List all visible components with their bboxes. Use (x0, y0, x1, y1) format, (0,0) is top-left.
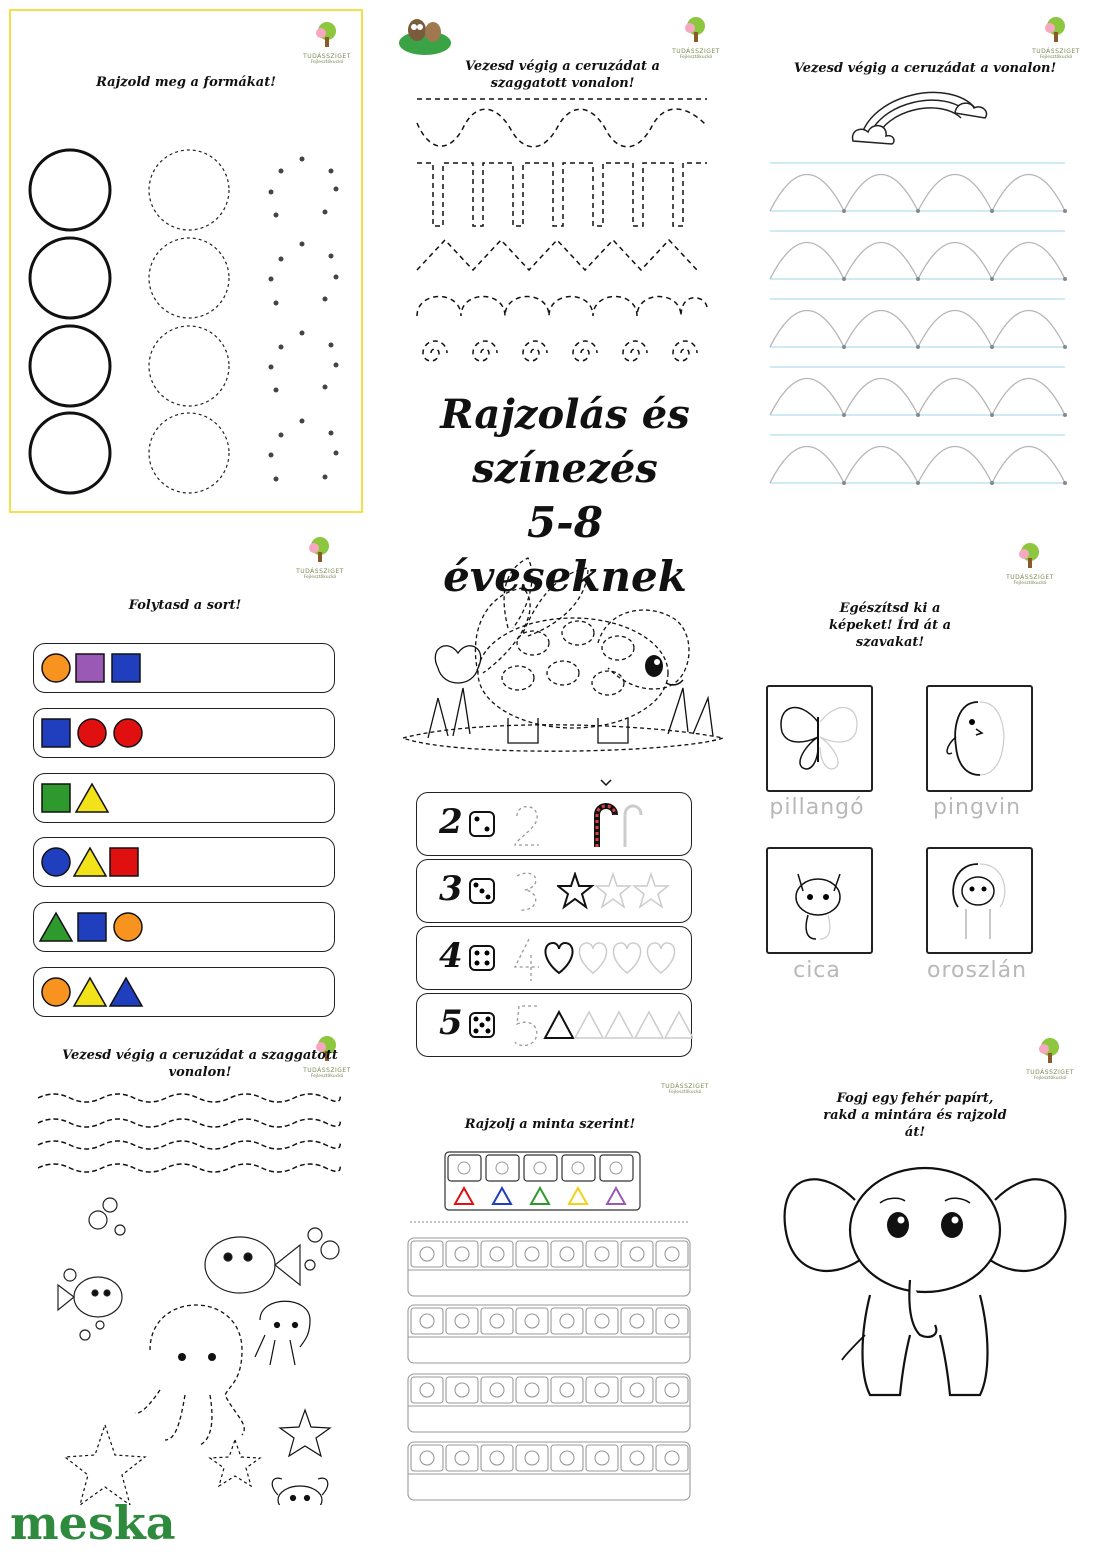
octopus-icon (135, 1305, 244, 1445)
pattern-cell (481, 1445, 513, 1471)
meska-brand-logo[interactable]: meska (10, 1496, 176, 1550)
cover-title-line1: Rajzolás és (440, 391, 690, 438)
pattern-cell (656, 1445, 688, 1471)
count-number: 3 (439, 869, 463, 909)
animal-sketch-icon (630, 1314, 644, 1328)
animal-sketch-icon (560, 1451, 574, 1465)
logo-sub: Fejlesztőkuckó (1039, 55, 1073, 60)
pattern-cell (446, 1241, 478, 1267)
pattern-cell (411, 1377, 443, 1403)
pattern-cell (481, 1241, 513, 1267)
panel-title: Vezesd végig a ceruzádat a szaggatott vonalon! (465, 59, 660, 91)
sequence-row-3 (33, 773, 335, 823)
animal-sketch-icon (560, 1314, 574, 1328)
pattern-cell (481, 1308, 513, 1334)
logo-name: TUDÁSSZIGET (661, 1083, 709, 1090)
animal-sketch-icon (665, 1247, 679, 1261)
pattern-cell (621, 1308, 653, 1334)
panel-title: Rajzold meg a formákat! (96, 75, 276, 90)
logo-sub: Fejlesztőkuckó (1013, 581, 1047, 586)
picture-box-cat (766, 847, 873, 954)
animal-sketch-icon (630, 1383, 644, 1397)
pattern-cell (411, 1445, 443, 1471)
dice-four-icon (469, 945, 495, 971)
animal-sketch-icon (595, 1247, 609, 1261)
dice-two-icon (469, 811, 495, 837)
animal-sketch-icon (455, 1451, 469, 1465)
animal-sketch-icon (525, 1383, 539, 1397)
panel-trace-lines (395, 8, 730, 388)
cover-title-line2: színezés (472, 445, 658, 492)
triangle-icons (543, 1008, 693, 1048)
sequence-shapes (38, 907, 168, 947)
animal-sketch-icon (490, 1451, 504, 1465)
panel-title: Rajzolj a minta szerint! (464, 1117, 636, 1132)
animal-sketch-icon (490, 1247, 504, 1261)
lion-icon (928, 849, 1031, 952)
count-number: 2 (439, 802, 463, 842)
animal-sketch-icon (595, 1383, 609, 1397)
chevron-down-icon (598, 778, 614, 788)
panel-rainbow-arcs (760, 8, 1090, 498)
animal-sketch-icon (595, 1451, 609, 1465)
panel-title: Folytasd a sort! (128, 598, 242, 613)
logo (1000, 542, 1060, 586)
heart-icons (541, 939, 691, 979)
sequence-shapes (38, 778, 168, 818)
turtle-tracing-illustration (398, 548, 728, 778)
count-row-3 (416, 859, 692, 923)
pattern-cell (551, 1308, 583, 1334)
cat-icon (768, 849, 871, 952)
pattern-cell (586, 1377, 618, 1403)
word-trace: pillangó (769, 795, 865, 820)
panel-draw-by-pattern (400, 1083, 709, 1505)
sequence-shapes (38, 648, 168, 688)
dice-three-icon (469, 878, 495, 904)
animal-sketch-icon (420, 1247, 434, 1261)
panel-continue-sequence (10, 530, 360, 1030)
fish-icon (205, 1237, 300, 1293)
animal-sketch-icon (525, 1247, 539, 1261)
dotted-number-trace (507, 801, 547, 851)
logo-sub: Fejlesztőkuckó (1033, 1076, 1067, 1081)
starfish-icon (280, 1410, 330, 1456)
animal-sketch-icon (490, 1383, 504, 1397)
pattern-cell (516, 1308, 548, 1334)
word-trace: oroszlán (926, 958, 1028, 983)
panel-draw-shapes (9, 9, 363, 513)
pattern-cell (586, 1445, 618, 1471)
pattern-cell (551, 1445, 583, 1471)
sequence-row-6 (33, 967, 335, 1017)
star-icons (557, 872, 697, 912)
animal-sketch-icon (595, 1314, 609, 1328)
dashed-tracing-patterns (395, 8, 730, 388)
logo-name: TUDÁSSZIGET (1006, 574, 1054, 581)
sequence-shapes (38, 713, 168, 753)
animal-sketch-icon (455, 1314, 469, 1328)
sequence-row-2 (33, 708, 335, 758)
rainbow-arc-worksheet (760, 8, 1090, 498)
pattern-cell (656, 1308, 688, 1334)
pattern-cell (621, 1445, 653, 1471)
pattern-cell (586, 1241, 618, 1267)
logo-name: TUDÁSSZIGET (1032, 48, 1080, 55)
pattern-cell (656, 1241, 688, 1267)
pattern-cell (656, 1377, 688, 1403)
panel-elephant-trace (760, 1035, 1090, 1415)
pattern-cell (551, 1377, 583, 1403)
penguin-icon (928, 687, 1031, 790)
logo (290, 536, 350, 580)
animal-sketch-icon (560, 1383, 574, 1397)
tree-logo-icon (1015, 542, 1045, 570)
pattern-cell (516, 1241, 548, 1267)
sequence-shapes (38, 842, 168, 882)
circles-worksheet (11, 11, 361, 511)
pattern-cell (446, 1445, 478, 1471)
sequence-row-4 (33, 837, 335, 887)
animal-sketch-icon (490, 1314, 504, 1328)
picture-box-lion (926, 847, 1033, 954)
pattern-grid (400, 1085, 700, 1505)
logo-sub: Fejlesztőkuckó (668, 1090, 702, 1095)
animal-sketch-icon (525, 1314, 539, 1328)
panel-title: Fogj egy fehér papírt, rakd a mintára és rajzold át! (823, 1091, 1007, 1140)
panel-complete-pictures (760, 540, 1090, 1000)
butterfly-icon (768, 687, 871, 790)
count-number: 4 (439, 936, 463, 976)
tree-logo-icon (305, 536, 335, 564)
animal-sketch-icon (560, 1247, 574, 1261)
pattern-cell (551, 1241, 583, 1267)
animal-sketch-icon (420, 1451, 434, 1465)
cover-title-line3: 5-8 éveseknek (443, 498, 687, 601)
logo-name: TUDÁSSZIGET (303, 53, 351, 60)
crab-icon (272, 1478, 328, 1505)
word-trace: pingvin (932, 795, 1022, 820)
sequence-shapes (38, 972, 168, 1012)
logo-sub: Fejlesztőkuckó (310, 60, 344, 65)
animal-sketch-icon (420, 1314, 434, 1328)
pattern-cell (446, 1308, 478, 1334)
pattern-cell (586, 1308, 618, 1334)
animal-sketch-icon (455, 1383, 469, 1397)
animal-sketch-icon (630, 1247, 644, 1261)
picture-box-butterfly (766, 685, 873, 792)
logo-sub: Fejlesztőkuckó (303, 575, 337, 580)
count-row-4 (416, 926, 692, 990)
count-row-5 (416, 993, 692, 1057)
animal-sketch-icon (420, 1383, 434, 1397)
animal-sketch-icon (665, 1451, 679, 1465)
pattern-cell (411, 1308, 443, 1334)
dice-five-icon (469, 1012, 495, 1038)
count-row-2 (416, 792, 692, 856)
pattern-cell (516, 1445, 548, 1471)
candy-cane-icon (585, 799, 645, 851)
small-octopus-icon (255, 1301, 310, 1365)
logo-name: TUDÁSSZIGET (672, 48, 720, 55)
panel-title: Vezesd végig a ceruzádat a szaggatott vonalon! (62, 1048, 338, 1080)
word-trace: cica (793, 958, 841, 983)
panel-sea-tracing (10, 1035, 360, 1535)
starfish-icon (65, 1425, 260, 1505)
panel-title: Egészítsd ki a képeket! Írd át a szavakat! (828, 601, 952, 650)
dotted-number-trace (507, 868, 547, 918)
picture-box-penguin (926, 685, 1033, 792)
animal-sketch-icon (665, 1314, 679, 1328)
sequence-row-1 (33, 643, 335, 693)
pattern-cell (411, 1241, 443, 1267)
rainbow-icon (853, 92, 987, 144)
pattern-cell (621, 1241, 653, 1267)
logo-name: TUDÁSSZIGET (1026, 1069, 1074, 1076)
sequence-row-5 (33, 902, 335, 952)
pattern-cell (481, 1377, 513, 1403)
pattern-cell (446, 1377, 478, 1403)
logo-name: TUDÁSSZIGET (296, 568, 344, 575)
pattern-cell (621, 1377, 653, 1403)
sea-tracing-worksheet (10, 1035, 360, 1505)
logo-sub: Fejlesztőkuckó (679, 55, 713, 60)
small-fish-icon (58, 1277, 122, 1317)
elephant-icon (760, 1035, 1090, 1415)
animal-sketch-icon (525, 1451, 539, 1465)
animal-sketch-icon (455, 1247, 469, 1261)
pattern-cell (516, 1377, 548, 1403)
logo-sub: Fejlesztőkuckó (310, 1074, 344, 1079)
animal-sketch-icon (630, 1451, 644, 1465)
count-number: 5 (439, 1003, 463, 1043)
panel-title: Vezesd végig a ceruzádat a vonalon! (793, 61, 1057, 76)
dotted-number-trace (507, 1002, 547, 1052)
logo-name: TUDÁSSZIGET (303, 1067, 351, 1074)
animal-sketch-icon (665, 1383, 679, 1397)
